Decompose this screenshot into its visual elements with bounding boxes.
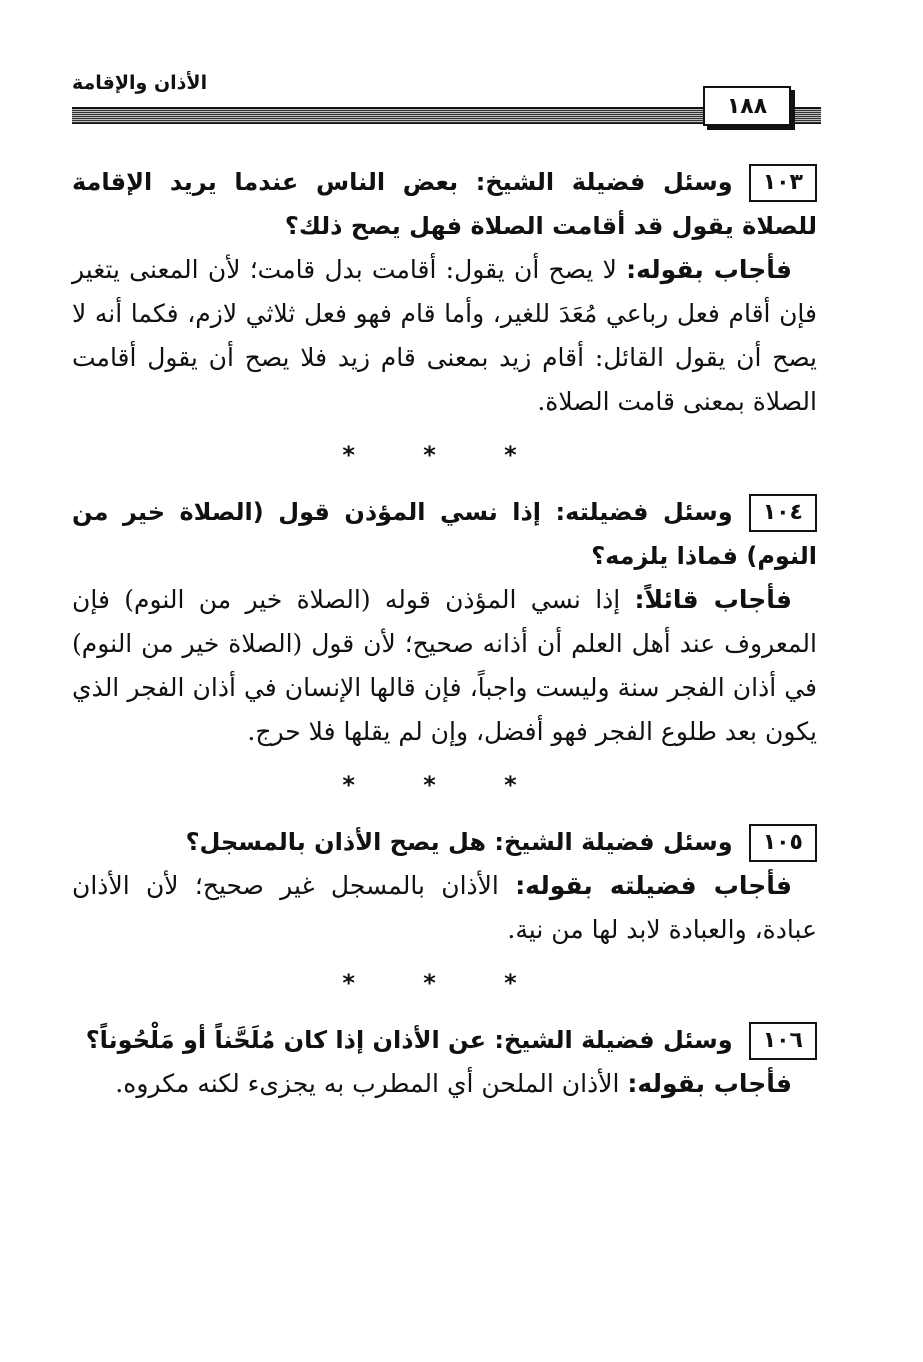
answer-lead: فأجاب بقوله: — [626, 255, 793, 284]
answer-lead: فأجاب بقوله: — [627, 1069, 792, 1098]
answer-text: لا يصح أن يقول: أقامت بدل قامت؛ لأن المعنى يتغير فإن أقام فعل رباعي مُعَدَ للغير، وأما قام فهو فعل ثلاثي لازم، فكما أنه لا يصح أن يقول القائل: أقام زيد بمعنى قام زيد فلا يصح أن يقول أقامت الصلاة بمعنى قامت الصلاة. — [72, 255, 817, 416]
answer-text: إذا نسي المؤذن قوله (الصلاة خير من النوم) فإن المعروف عند أهل العلم أن أذانه صحيح؛ لأن قول (الصلاة خير من النوم) في أذان الفجر سنة وليست واجباً، فإن قالها الإنسان في أذان الفجر الذي يكون بعد طلوع الفجر فهو أفضل، وإن لم يقلها فلا حرج. — [72, 585, 817, 746]
answer-lead: فأجاب قائلاً: — [634, 585, 792, 614]
section-separator: * * * — [342, 441, 547, 469]
fatwa-section — [72, 490, 817, 754]
answer — [72, 864, 817, 952]
question-text: وسئل فضيلة الشيخ: هل يصح الأذان بالمسجل؟ — [185, 828, 733, 856]
question-number: ١٠٦ — [749, 1022, 817, 1060]
running-title: الأذان والإقامة — [72, 72, 208, 94]
fatwa-section — [72, 1018, 817, 1106]
question-text: وسئل فضيلة الشيخ: بعض الناس عندما يريد الإقامة للصلاة يقول قد أقامت الصلاة فهل يصح ذلك؟ — [72, 168, 817, 240]
answer-text: الأذان بالمسجل غير صحيح؛ لأن الأذان عبادة، والعبادة لابد لها من نية. — [72, 871, 817, 944]
question-text: وسئل فضيلة الشيخ: عن الأذان إذا كان مُلَحَّناً أو مَلْحُوناً؟ — [85, 1026, 733, 1054]
question-number: ١٠٤ — [749, 494, 817, 532]
page-content — [72, 160, 817, 1106]
fatwa-section — [72, 820, 817, 952]
answer — [72, 1062, 817, 1106]
question — [72, 490, 817, 578]
question — [72, 820, 817, 864]
question-text: وسئل فضيلته: إذا نسي المؤذن قول (الصلاة خير من النوم) فماذا يلزمه؟ — [72, 498, 817, 570]
section-separator: * * * — [342, 969, 547, 997]
answer-lead: فأجاب فضيلته بقوله: — [515, 871, 792, 900]
page-number: ١٨٨ — [726, 93, 768, 119]
fatwa-section — [72, 160, 817, 424]
answer — [72, 578, 817, 754]
question — [72, 160, 817, 248]
question-number: ١٠٥ — [749, 824, 817, 862]
question — [72, 1018, 817, 1062]
question-number: ١٠٣ — [749, 164, 817, 202]
answer — [72, 248, 817, 424]
answer-text: الأذان الملحن أي المطرب به يجزىء لكنه مكروه. — [115, 1069, 620, 1098]
section-separator: * * * — [342, 771, 547, 799]
page-number-box — [703, 86, 791, 126]
